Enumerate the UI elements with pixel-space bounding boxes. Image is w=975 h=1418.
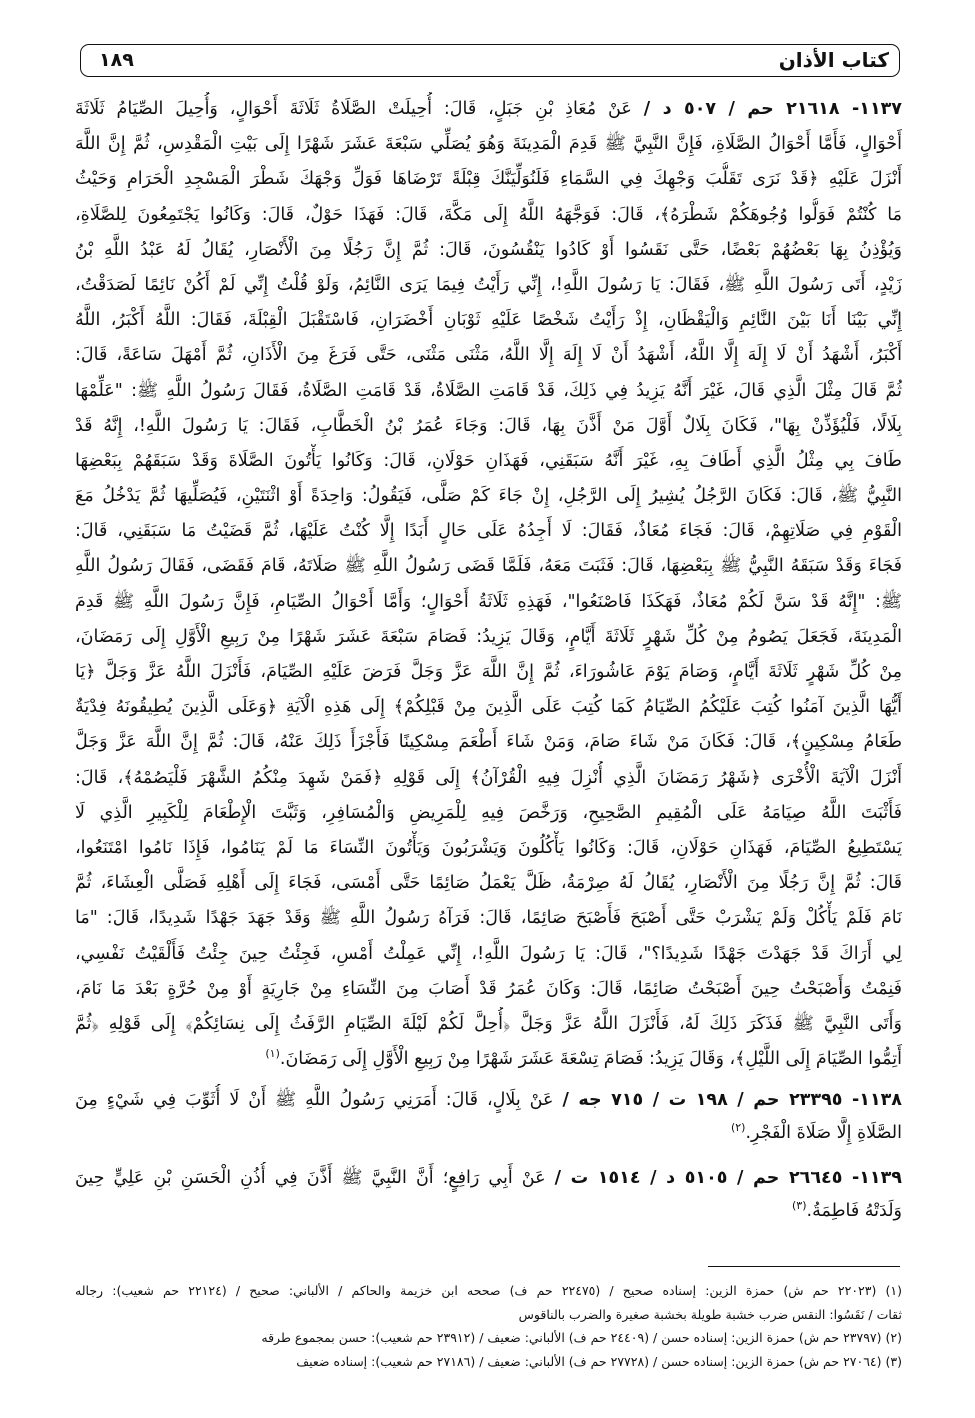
hadith-1137 bbox=[75, 92, 902, 1077]
text-line: الْقَوْمِ فِي صَلَاتِهِمْ، قَالَ: فَجَاءَ مُعَاذٌ، فَقَالَ: لَا أَجِدُهُ عَلَى حَالٍ أَبَدًا إِلَّا كُنْتُ عَلَيْهَا، ثُمَّ قَضَيْتُ مَا سَبَقَنِي، قَالَ: bbox=[75, 521, 902, 542]
text-line: بِلَالًا، فَلْيُؤَذِّنْ بِهَا"، فَكَانَ بِلَالٌ أَوَّلَ مَنْ أَذَّنَ بِهَا، قَالَ: وَجَاءَ عُمَرُ بْنُ الْخَطَّابِ، فَقَالَ: يَا رَسُولَ اللَّهِ!، إِنَّهُ قَدْ bbox=[75, 415, 902, 436]
text-line: طَافَ بِي مِثْلُ الَّذِي أَطَافَ بِهِ، غَيْرَ أَنَّهُ سَبَقَنِي، فَهَذَانِ حَوْلَانِ، قَالَ: وَكَانُوا يَأْتُونَ الصَّلَاةَ وَقَدْ سَبَقَهُمْ بِبَعْضِهَا bbox=[75, 450, 902, 471]
hadith-number: ١١٣٩- ٢٦٦٤٥ حم / ٥١٠٥ د / ١٥١٤ ت / bbox=[554, 1168, 902, 1189]
footnotes bbox=[75, 1279, 902, 1373]
text-line: لِي أَرَاكَ قَدْ جَهَدْتَ جَهْدًا شَدِيدًا؟"، قَالَ: يَا رَسُولَ اللَّهِ!، إِنِّي عَمِلْتُ أَمْسِ، فَجِئْتُ حِينَ جِئْتُ فَأَلْقَيْتُ نَفْسِي، bbox=[75, 943, 902, 964]
main-text bbox=[75, 92, 902, 1228]
text-line bbox=[75, 1117, 902, 1150]
text-line: أَنْزَلَ الْآيَةَ الْأُخْرَى ﴿شَهْرُ رَمَضَانَ الَّذِي أُنْزِلَ فِيهِ الْقُرْآنُ﴾ إِلَى قَوْلِهِ ﴿فَمَنْ شَهِدَ مِنْكُمُ الشَّهْرَ فَلْيَصُمْهُ﴾، قَالَ: bbox=[75, 767, 902, 788]
text-line bbox=[75, 92, 902, 127]
text-line: طَعَامُ مِسْكِينٍ﴾، قَالَ: فَكَانَ مَنْ شَاءَ صَامَ، وَمَنْ شَاءَ أَطْعَمَ مِسْكِينًا فَأَجْزَأَ ذَلِكَ عَنْهُ، قَالَ: ثُمَّ إِنَّ اللَّهَ عَزَّ وَجَلَّ bbox=[75, 732, 902, 753]
text-line: النَّبِيُّ ﷺ، قَالَ: فَكَانَ الرَّجُلُ يُشِيرُ إِلَى الرَّجُلِ، إِنْ جَاءَ كَمْ صَلَّى، فَيَقُولُ: وَاحِدَةً أَوْ اثْنَتَيْنِ، فَيُصَلِّيهَا ثُمَّ يَدْخُلُ مَعَ bbox=[75, 486, 902, 507]
footnote-ref[interactable]: (٢) bbox=[730, 1121, 746, 1135]
text-line: زَيْدٍ، أَتَى رَسُولَ اللَّهِ ﷺ، فَقَالَ: يَا رَسُولَ اللَّهِ!، إِنِّي رَأَيْتُ فِيمَا يَرَى النَّائِمُ، وَلَوْ قُلْتُ إِنِّي لَمْ أَكُنْ نَائِمًا لَصَدَقْتُ، bbox=[75, 274, 902, 295]
text-line: أَكْبَرُ، أَشْهَدُ أَنْ لَا إِلَهَ إِلَّا اللَّهُ، أَشْهَدُ أَنْ لَا إِلَهَ إِلَّا اللَّهُ، مَثْنَى مَثْنَى، حَتَّى فَرَغَ مِنَ الْأَذَانِ، ثُمَّ أَمْهَلَ سَاعَةً، قَالَ: bbox=[75, 345, 902, 366]
footnote-line: (١) (٢٢٠٢٣ حم ش) حمزة الزين: إسناده صحيح / (٢٢٤٧٥ حم ف) صححه ابن خزيمة والحاكم / الألباني: صحيح / (٢٢١٢٤ حم شعيب): رجاله bbox=[75, 1283, 902, 1298]
text-line: أَنْزَلَ عَلَيْهِ ﴿قَدْ نَرَى تَقَلُّبَ وَجْهِكَ فِي السَّمَاءِ فَلَنُوَلِّيَنَّكَ قِبْلَةً تَرْضَاهَا فَوَلِّ وَجْهَكَ شَطْرَ الْمَسْجِدِ الْحَرَامِ وَحَيْثُ bbox=[75, 169, 902, 190]
text-line: ثُمَّ قَالَ مِثْلَ الَّذِي قَالَ، غَيْرَ أَنَّهُ يَزِيدُ فِي ذَلِكَ، قَدْ قَامَتِ الصَّلَاةُ، قَدْ قَامَتِ الصَّلَاةُ، فَقَالَ رَسُولُ اللَّهِ ﷺ: "عَلِّمْهَا bbox=[75, 380, 902, 401]
footnote-line: (٢) (٢٣٧٩٧ حم ش) حمزة الزين: إسناده حسن / (٢٤٤٠٩ حم ف) الألباني: ضعيف / (٢٣٩١٢ حم شعيب): حسن بمجموع طرقه bbox=[261, 1330, 902, 1345]
line-text: وَلَدَتْهُ فَاطِمَةُ. bbox=[806, 1201, 902, 1222]
page-header bbox=[80, 44, 900, 77]
text-line: أَحْوَالٍ، فَأَمَّا أَحْوَالُ الصَّلَاةِ، فَإِنَّ النَّبِيَّ ﷺ قَدِمَ الْمَدِينَةَ وَهُوَ يُصَلِّي سَبْعَةَ عَشَرَ شَهْرًا إِلَى بَيْتِ الْمَقْدِسِ، ثُمَّ إِنَّ اللَّهَ bbox=[75, 134, 902, 155]
hadith-number: ١١٣٧- ٢١٦١٨ حم / ٥٠٧ د / bbox=[643, 99, 902, 119]
footnote-ref[interactable]: (١) bbox=[265, 1047, 280, 1061]
text-line bbox=[75, 1195, 902, 1228]
text-line bbox=[75, 1162, 902, 1195]
line-text: الصَّلَاةِ إِلَّا صَلَاةَ الْفَجْرِ. bbox=[745, 1123, 902, 1144]
text-line: فَنِمْتُ وَأَصْبَحْتُ حِينَ أَصْبَحْتُ صَائِمًا، قَالَ: وَكَانَ عُمَرُ قَدْ أَصَابَ مِنَ النِّسَاءِ مِنْ جَارِيَةٍ أَوْ مِنْ حُرَّةٍ بَعْدَ مَا نَامَ، bbox=[75, 978, 902, 999]
text-line: فَجَاءَ وَقَدْ سَبَقَهُ النَّبِيُّ ﷺ بِبَعْضِهَا، قَالَ: فَثَبَتَ مَعَهُ، فَلَمَّا قَضَى رَسُولُ اللَّهِ ﷺ صَلَاتَهُ، قَامَ فَقَضَى، فَقَالَ رَسُولُ اللَّهِ bbox=[75, 556, 902, 577]
text-line: مَا كُنْتُمْ فَوَلُّوا وُجُوهَكُمْ شَطْرَهُ﴾، قَالَ: فَوَجَّهَهُ اللَّهُ إِلَى مَكَّةَ، قَالَ: فَهَذَا حَوْلٌ، قَالَ: وَكَانُوا يَجْتَمِعُونَ لِلصَّلَاةِ، bbox=[75, 204, 902, 225]
text-line: إِنِّي بَيْنَا أَنَا بَيْنَ النَّائِمِ وَالْيَقْظَانِ، إِذْ رَأَيْتُ شَخْصًا عَلَيْهِ ثَوْبَانِ أَخْضَرَانِ، فَاسْتَقْبَلَ الْقِبْلَةَ، فَقَالَ: اللَّهُ أَكْبَرُ، اللَّهُ bbox=[75, 310, 902, 331]
line-text: عَنْ بِلَالٍ، قَالَ: أَمَرَنِي رَسُولُ اللَّهِ ﷺ أَنْ لَا أُثَوِّبَ فِي شَيْءٍ مِنَ bbox=[75, 1090, 554, 1111]
page-number: ١٨٩ bbox=[99, 49, 134, 71]
text-line: أَيُّهَا الَّذِينَ آمَنُوا كُتِبَ عَلَيْكُمُ الصِّيَامُ كَمَا كُتِبَ عَلَى الَّذِينَ مِنْ قَبْلِكُمْ﴾ إِلَى هَذِهِ الْآيَةِ ﴿وَعَلَى الَّذِينَ يُطِيقُونَهُ فِدْيَةٌ bbox=[75, 697, 902, 718]
hadith-1139 bbox=[75, 1162, 902, 1228]
text-line: وَيُؤْذِنُ بِهَا بَعْضُهُمْ بَعْضًا، حَتَّى نَقَسُوا أَوْ كَادُوا يَنْقُسُونَ، قَالَ: ثُمَّ إِنَّ رَجُلًا مِنَ الْأَنْصَارِ، يُقَالُ لَهُ عَبْدُ اللَّهِ بْنُ bbox=[75, 239, 902, 260]
text-line: نَامَ فَلَمْ يَأْكُلْ وَلَمْ يَشْرَبْ حَتَّى أَصْبَحَ فَأَصْبَحَ صَائِمًا، قَالَ: فَرَآهُ رَسُولُ اللَّهِ ﷺ وَقَدْ جَهَدَ جَهْدًا شَدِيدًا، قَالَ: "مَا bbox=[75, 908, 902, 929]
chapter-title: كتاب الأذان bbox=[778, 48, 889, 72]
text-line: وَأَتَى النَّبِيَّ ﷺ فَذَكَرَ ذَلِكَ لَهُ، فَأَنْزَلَ اللَّهُ عَزَّ وَجَلَّ ﴿أُحِلَّ لَكُمْ لَيْلَةَ الصِّيَامِ الرَّفَثُ إِلَى نِسَائِكُمْ﴾ إِلَى قَوْلِهِ ﴿ثُمَّ bbox=[75, 1013, 902, 1034]
text-line: يَسْتَطِيعُ الصِّيَامَ، فَهَذَانِ حَوْلَانِ، قَالَ: وَكَانُوا يَأْكُلُونَ وَيَشْرَبُونَ وَيَأْتُونَ النِّسَاءَ مَا لَمْ يَنَامُوا، فَإِذَا نَامُوا امْتَنَعُوا، bbox=[75, 837, 902, 858]
footnote-line: ثقات / نَقَسُوا: النقس ضرب خشبة طويلة بخشبة صغيرة والضرب بالناقوس bbox=[518, 1306, 902, 1322]
footnote-separator bbox=[708, 1266, 900, 1267]
line-text: عَنْ أَبِي رَافِعٍ؛ أَنَّ النَّبِيَّ ﷺ أَذَّنَ فِي أُذُنِ الْحَسَنِ بْنِ عَلِيٍّ حِينَ bbox=[75, 1168, 546, 1189]
hadith-1138 bbox=[75, 1084, 902, 1150]
text-line bbox=[75, 1084, 902, 1117]
text-line: مِنْ كُلِّ شَهْرٍ ثَلَاثَةَ أَيَّامٍ، وَصَامَ يَوْمَ عَاشُورَاءَ، ثُمَّ إِنَّ اللَّهَ عَزَّ وَجَلَّ فَرَضَ عَلَيْهِ الصِّيَامَ، فَأَنْزَلَ اللَّهُ عَزَّ وَجَلَّ ﴿يَا bbox=[75, 662, 902, 682]
footnote-ref[interactable]: (٣) bbox=[792, 1199, 807, 1213]
line-text: عَنْ مُعَاذِ بْنِ جَبَلٍ، قَالَ: أُحِيلَتْ الصَّلَاةُ ثَلَاثَةَ أَحْوَالٍ، وَأُحِيلَ الصِّيَامُ ثَلَاثَةَ bbox=[75, 99, 632, 119]
text-line: فَأَثْبَتَ اللَّهُ صِيَامَهُ عَلَى الْمُقِيمِ الصَّحِيحِ، وَرَخَّصَ فِيهِ لِلْمَرِيضِ وَالْمُسَافِرِ، وَثَبَّتَ الْإِطْعَامَ لِلْكَبِيرِ الَّذِي لَا bbox=[75, 802, 902, 823]
text-line: قَالَ: ثُمَّ إِنَّ رَجُلًا مِنَ الْأَنْصَارِ، يُقَالُ لَهُ صِرْمَةُ، ظَلَّ يَعْمَلُ صَائِمًا حَتَّى أَمْسَى، فَجَاءَ إِلَى أَهْلِهِ فَصَلَّى الْعِشَاءَ، ثُمَّ bbox=[75, 873, 902, 894]
text-line bbox=[75, 1042, 902, 1077]
line-text: أَتِمُّوا الصِّيَامَ إِلَى اللَّيْلِ﴾، وَقَالَ يَزِيدُ: فَصَامَ تِسْعَةَ عَشَرَ شَهْرًا مِنْ رَبِيعِ الْأَوَّلِ إِلَى رَمَضَانَ. bbox=[279, 1049, 902, 1070]
footnote-line: (٣) (٢٧٠٦٤ حم ش) حمزة الزين: إسناده حسن / (٢٧٧٢٨ حم ف) الألباني: ضعيف / (٢٧١٨٦ حم شعيب): إسناده ضعيف bbox=[296, 1353, 902, 1369]
hadith-number: ١١٣٨- ٢٣٣٩٥ حم / ١٩٨ ت / ٧١٥ جه / bbox=[562, 1090, 902, 1111]
text-line: الْمَدِينَةَ، فَجَعَلَ يَصُومُ مِنْ كُلِّ شَهْرٍ ثَلَاثَةَ أَيَّامٍ، وَقَالَ يَزِيدُ: فَصَامَ سَبْعَةَ عَشَرَ شَهْرًا مِنْ رَبِيعِ الْأَوَّلِ إِلَى رَمَضَانَ، bbox=[75, 626, 902, 647]
text-line: ﷺ: "إِنَّهُ قَدْ سَنَّ لَكُمْ مُعَاذٌ، فَهَكَذَا فَاصْنَعُوا"، فَهَذِهِ ثَلَاثَةُ أَحْوَالٍ؛ وَأَمَّا أَحْوَالُ الصِّيَامِ، فَإِنَّ رَسُولَ اللَّهِ ﷺ قَدِمَ bbox=[75, 591, 902, 612]
